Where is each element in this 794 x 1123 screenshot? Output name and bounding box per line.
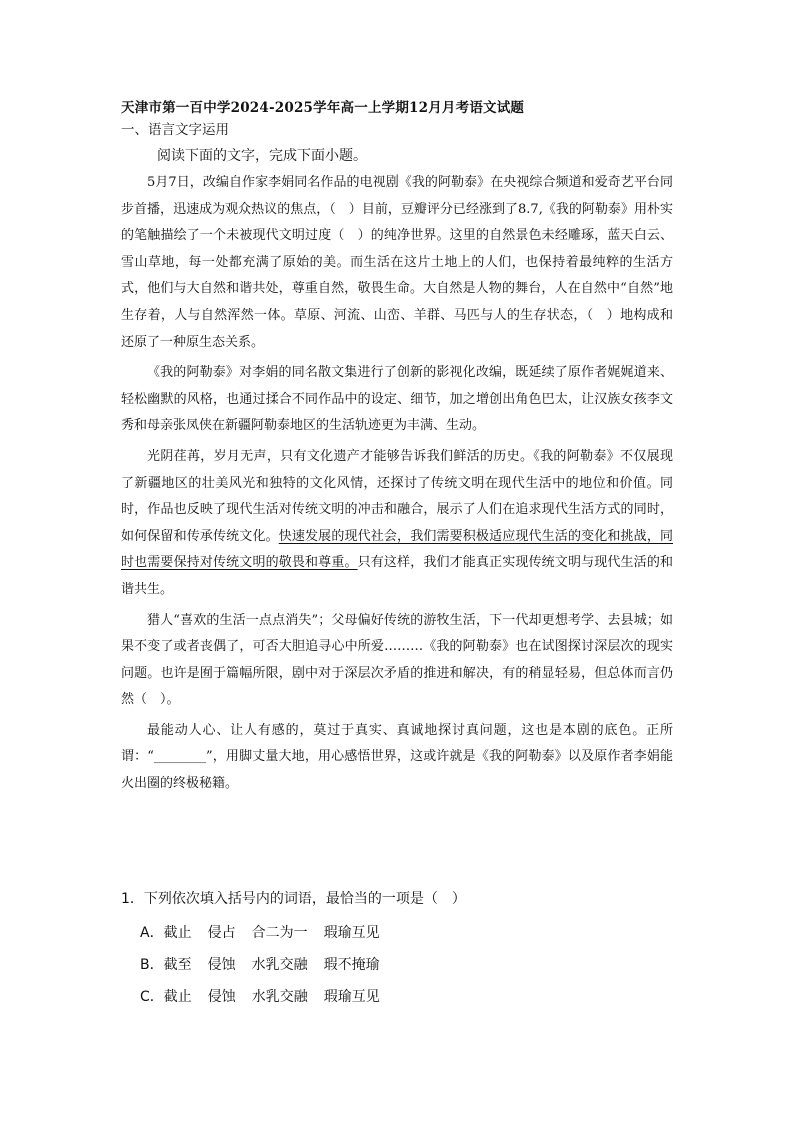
passage-paragraph-2: 《我的阿勒泰》对李娟的同名散文集进行了创新的影视化改编，既延续了原作者娓娓道来、轻松幽默的风格，也通过揉合不同作品中的设定、细节，加之增创出角色巴太，让汉族女孩李文秀和母亲张凤侠在新疆阿勒泰地区的生活轨迹更为丰满、生动。 [121, 365, 673, 434]
option-word: 瑕不掩瑜 [323, 957, 380, 973]
passage-paragraph-1: 5月7日，改编自作家李娟同名作品的电视剧《我的阿勒泰》在央视综合频道和爱奇艺平台同步首播，迅速成为观众热议的焦点，（ ）目前，豆瓣评分已经涨到了8.7,《我的阿勒泰》用朴实的笔触描绘了一个未被现代文明过度（ ）的纯净世界。这里的自然景色未经雕琢，蓝天白云、雪山草地，每一处都充满了原始的美。而生活在这片土地上的人们，也保持着最纯粹的生活方式，他们与大自然和谐共处，尊重自然，敬畏生命。大自然是人物的舞台，人在自然中“自然”地生存着，人与自然浑然一体。草原、河流、山峦、羊群、马匹与人的生存状态，（ ）地构成和还原了一种原生态关系。 [121, 175, 673, 350]
reading-instruction: 阅读下面的文字，完成下面小题。 [157, 148, 367, 164]
paragraph-3-text-a: 光阴荏苒，岁月无声，只有文化遗产才能够告诉我们鲜活的历史。《我的阿勒泰》不仅展现了新疆地区的壮美风光和独特的文化风情，还探讨了传统文明在现代生活中的地位和价值。同时，作品也反映了现代生活对传统文明的冲击和融合，展示了人们在追求现代生活方式的同时，如何保留和传承传统文化。 [121, 448, 673, 544]
option-word: 截止 [163, 925, 192, 941]
option-letter: B． [140, 957, 164, 973]
option-word: 侵蚀 [207, 957, 236, 973]
option-word: 侵蚀 [207, 989, 236, 1005]
passage-paragraph-5: 最能动人心、让人有感的，莫过于真实、真诚地探讨真问题，这也是本剧的底色。正所谓：“________”，用脚丈量大地，用心感悟世界，这或许就是《我的阿勒泰》以及原作者李娟能火出圈的终极秘籍。 [121, 722, 673, 792]
underlined-sentence: 快速发展的现代社会，我们需要积极适应现代生活的变化和挑战，同时也需要保持对传统文明的敬畏和尊重。 [121, 528, 673, 571]
option-a[interactable] [140, 922, 396, 942]
option-letter: A． [140, 925, 164, 941]
option-c[interactable] [140, 986, 396, 1006]
section-heading: 一、语言文字运用 [121, 122, 229, 138]
option-b[interactable] [140, 954, 396, 974]
passage-paragraph-3 [121, 444, 673, 604]
option-word: 瑕瑜互见 [323, 989, 380, 1005]
option-word: 水乳交融 [251, 989, 308, 1005]
paragraph-3-text-b: 只有这样，我们才能真正实现传统文明与现代生活的和谐共生。 [121, 555, 673, 597]
passage-paragraph-4: 猎人“喜欢的生活一点点消失”；父母偏好传统的游牧生活，下一代却更想考学、去县城；如果不变了或者丧偶了，可否大胆追寻心中所爱………《我的阿勒泰》也在试图探讨深层次的现实问题。也许是囿于篇幅所限，剧中对于深层次矛盾的推进和解决，有的稍显轻易，但总体而言仍然（ ）。 [121, 612, 673, 708]
page-title: 天津市第一百中学2024-2025学年高一上学期12月月考语文试题 [121, 100, 525, 116]
option-word: 侵占 [207, 925, 236, 941]
option-word: 瑕瑜互见 [323, 925, 380, 941]
option-word: 截止 [163, 989, 192, 1005]
option-word: 水乳交融 [251, 957, 308, 973]
option-word: 合二为一 [251, 925, 308, 941]
option-word: 截至 [163, 957, 192, 973]
option-letter: C． [140, 989, 164, 1005]
reading-passage [121, 170, 673, 802]
question-stem: 1．下列依次填入括号内的词语，最恰当的一项是（ ） [121, 891, 466, 907]
